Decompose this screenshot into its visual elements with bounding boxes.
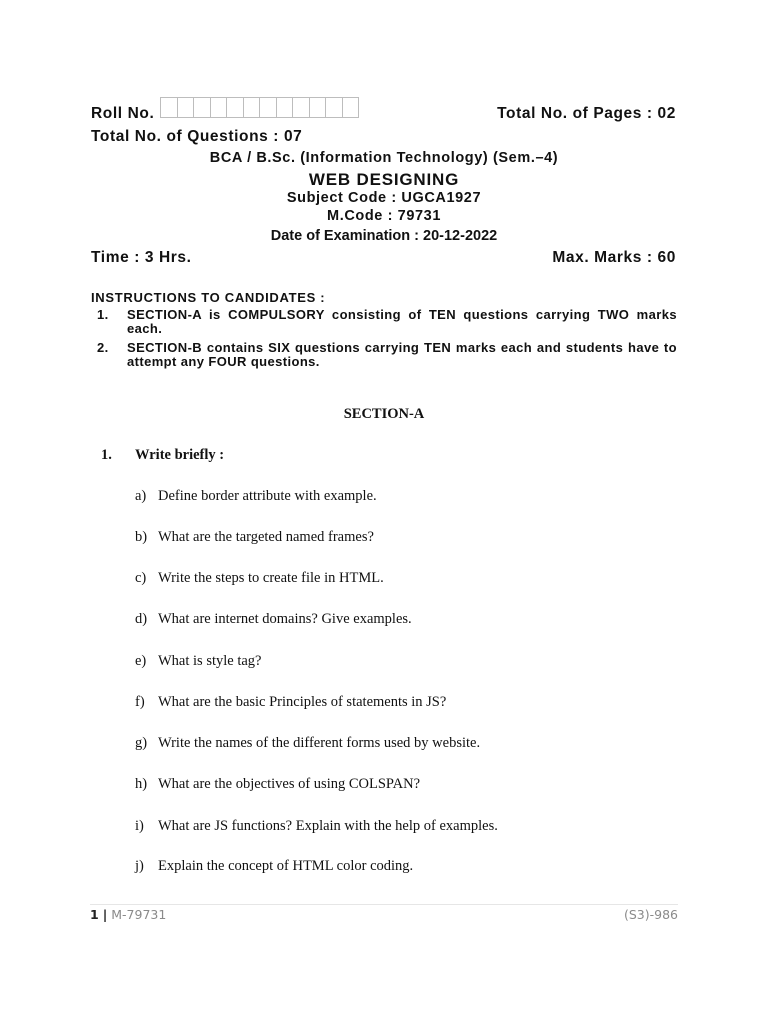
question-item	[135, 858, 413, 875]
subject-code: Subject Code : UGCA1927	[286, 190, 482, 206]
question-item	[135, 818, 498, 835]
item-label: j)	[135, 858, 144, 874]
instruction-item	[97, 341, 677, 369]
roll-no-label: Roll No.	[91, 105, 155, 122]
roll-no-box	[292, 97, 309, 118]
instruction-number: 2.	[97, 340, 109, 355]
item-label: e)	[135, 653, 147, 669]
item-text: Write the steps to create file in HTML.	[158, 570, 384, 586]
question-item	[135, 735, 480, 752]
roll-no-box	[325, 97, 342, 118]
exam-date: Date of Examination : 20-12-2022	[270, 228, 498, 244]
total-pages: Total No. of Pages : 02	[497, 105, 676, 122]
footer-separator: |	[102, 907, 108, 922]
footer-divider	[90, 904, 678, 905]
instruction-text: SECTION-A is COMPULSORY consisting of TEN questions carrying TWO marks each.	[127, 307, 677, 336]
course-title: BCA / B.Sc. (Information Technology) (Sem.–4)	[209, 150, 559, 166]
instruction-item	[97, 308, 677, 336]
roll-no-box	[226, 97, 243, 118]
question-item	[135, 570, 384, 587]
roll-no-box	[243, 97, 260, 118]
item-label: c)	[135, 570, 147, 586]
item-text: What is style tag?	[158, 653, 262, 669]
question-title: Write briefly :	[135, 447, 225, 463]
item-text: What are the targeted named frames?	[158, 529, 374, 545]
instruction-text: SECTION-B contains SIX questions carrying TEN marks each and students have to attempt any FOUR questions.	[127, 340, 677, 369]
roll-no-box	[276, 97, 293, 118]
item-label: b)	[135, 529, 148, 545]
roll-no-box	[177, 97, 194, 118]
item-text: Define border attribute with example.	[158, 488, 377, 504]
max-marks: Max. Marks : 60	[552, 249, 676, 266]
item-label: i)	[135, 818, 144, 834]
item-text: What are JS functions? Explain with the help of examples.	[158, 818, 498, 834]
page-number: 1	[90, 907, 99, 922]
item-label: a)	[135, 488, 147, 504]
footer-page-info	[90, 907, 166, 922]
item-text: What are internet domains? Give examples.	[158, 611, 412, 627]
item-text: Explain the concept of HTML color coding.	[158, 858, 414, 874]
section-heading: SECTION-A	[343, 406, 425, 422]
instructions-title: INSTRUCTIONS TO CANDIDATES :	[91, 290, 326, 305]
question-number: 1.	[101, 447, 112, 463]
roll-no-box	[193, 97, 210, 118]
question-item	[135, 611, 412, 628]
roll-no-box	[259, 97, 276, 118]
paper-title: WEB DESIGNING	[308, 170, 460, 189]
item-label: h)	[135, 776, 148, 792]
item-label: f)	[135, 694, 145, 710]
roll-no-box	[342, 97, 360, 118]
question-item	[135, 488, 377, 505]
question-item	[135, 529, 374, 546]
item-text: What are the objectives of using COLSPAN?	[158, 776, 421, 792]
time-allowed: Time : 3 Hrs.	[91, 249, 192, 266]
question-item	[135, 776, 420, 793]
footer-paper-code: (S3)-986	[623, 907, 678, 922]
roll-no-box	[210, 97, 227, 118]
footer-mcode: M-79731	[111, 907, 167, 922]
item-label: g)	[135, 735, 148, 751]
item-text: What are the basic Principles of statements in JS?	[158, 694, 447, 710]
roll-no-box	[309, 97, 326, 118]
m-code: M.Code : 79731	[327, 208, 441, 224]
item-text: Write the names of the different forms used by website.	[158, 735, 481, 751]
question-item	[135, 653, 261, 670]
total-questions: Total No. of Questions : 07	[91, 128, 303, 145]
item-label: d)	[135, 611, 148, 627]
roll-no-boxes	[160, 97, 359, 117]
question-item	[135, 694, 446, 711]
roll-no-box	[160, 97, 177, 118]
instruction-number: 1.	[97, 307, 109, 322]
